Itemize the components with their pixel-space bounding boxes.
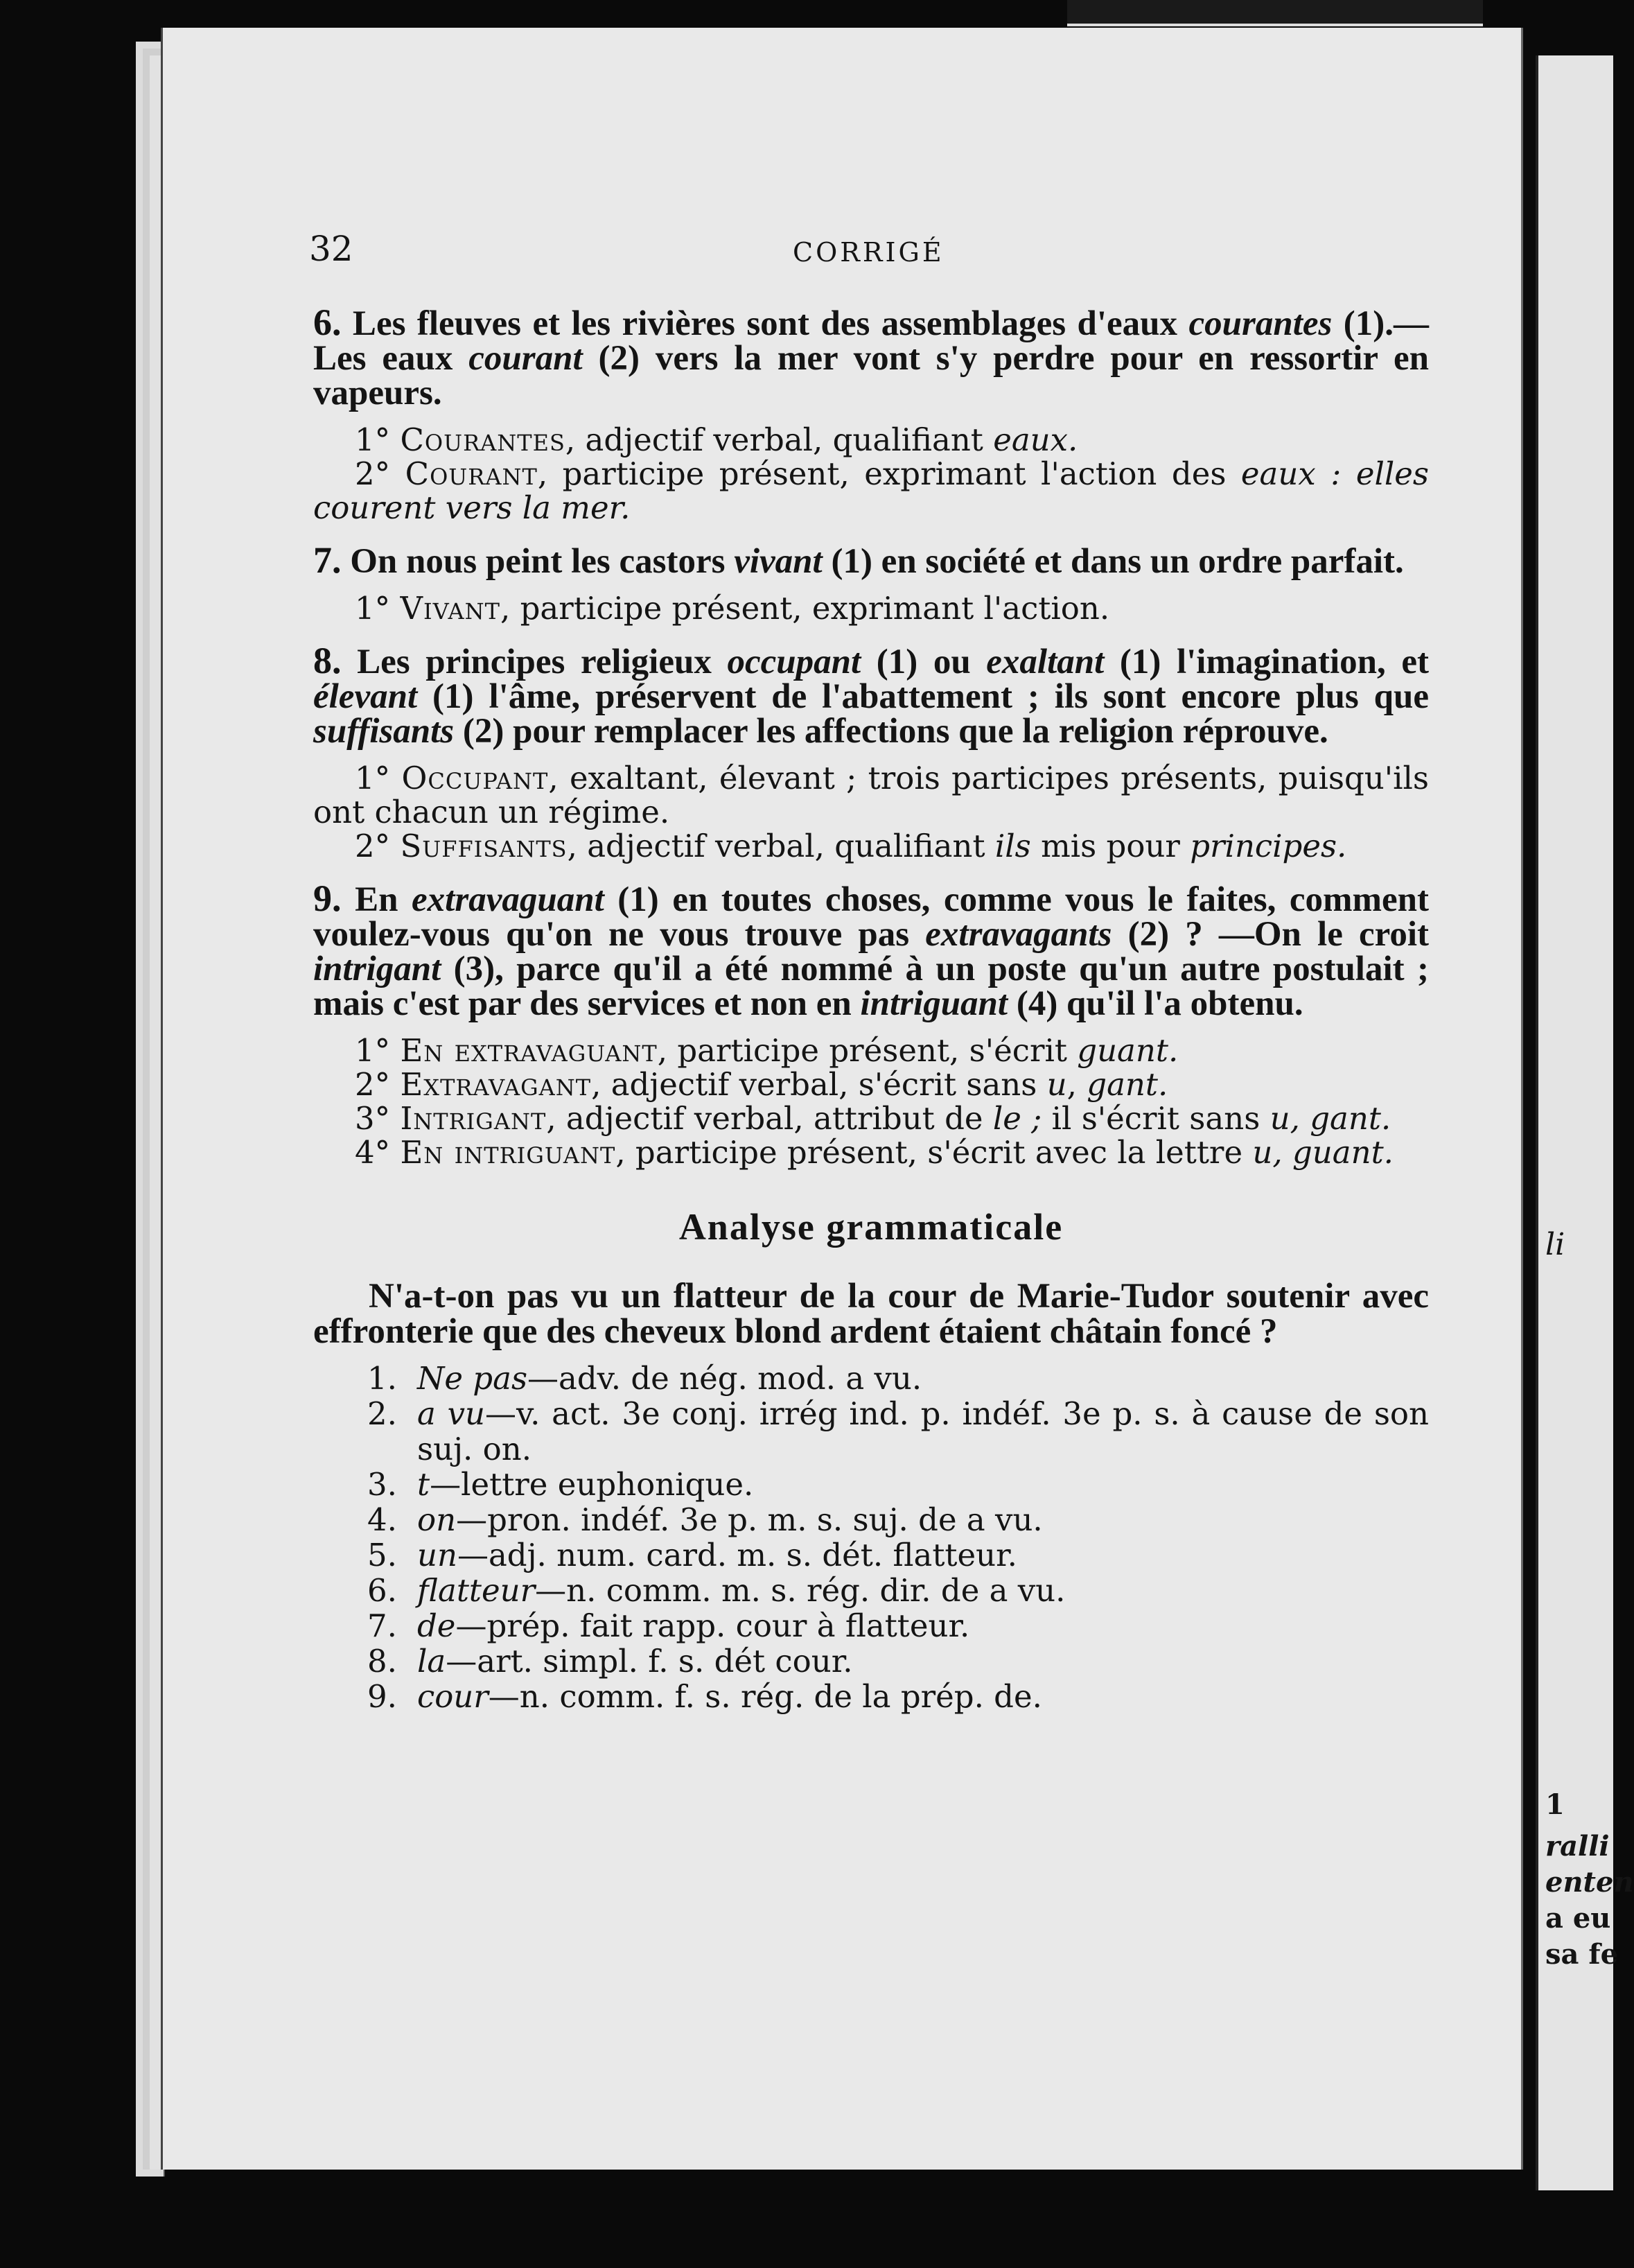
exercise-italic: vivant: [734, 542, 823, 581]
note: [313, 761, 1429, 829]
exercise-italic: courant: [468, 339, 583, 378]
exercise-6-notes: [313, 423, 1429, 525]
exercise-text: (1) l'imagination, et: [1104, 643, 1429, 681]
exercise-italic: courantes: [1188, 304, 1333, 343]
list-item: [313, 1396, 1429, 1467]
list-item: [313, 1361, 1429, 1396]
exercise-text: Les principes religieux: [341, 643, 728, 681]
exercise-italic: suffisants: [313, 712, 455, 751]
adjacent-page-fragment: sa fe: [1545, 1938, 1619, 1971]
adjacent-page-fragment: a eu: [1545, 1902, 1611, 1935]
exercise-text: En: [341, 880, 412, 919]
note-italic: gant.: [1087, 1066, 1168, 1103]
list-item: [313, 1537, 1429, 1573]
note-text: , participe présent, s'écrit avec la lettre: [615, 1134, 1253, 1171]
item-term: flatteur: [417, 1572, 536, 1609]
note-term: En extravaguant: [400, 1032, 658, 1069]
analysis-list: [313, 1361, 1429, 1714]
item-number: 9.: [367, 1678, 397, 1715]
item-term: a vu: [417, 1395, 486, 1432]
item-number: 5.: [367, 1537, 397, 1573]
note-italic: guant.: [1077, 1032, 1179, 1069]
exercise-text: (2) pour remplacer les affections que la religion réprouve.: [454, 712, 1328, 751]
note-text: ,: [1066, 1066, 1087, 1103]
item-definition: —adv. de nég. mod. a vu.: [527, 1360, 922, 1397]
item-term: on: [417, 1501, 457, 1538]
note-text: , adjectif verbal, qualifiant: [567, 828, 995, 864]
item-number: 8.: [367, 1643, 397, 1680]
list-item: [313, 1467, 1429, 1502]
note-number: 4°: [355, 1134, 391, 1171]
note: [313, 1101, 1429, 1135]
exercise-number: 9.: [313, 878, 342, 919]
exercise-9-notes: [313, 1033, 1429, 1169]
note-text: mis pour: [1030, 828, 1191, 864]
list-item: [313, 1643, 1429, 1679]
note-number: 2°: [355, 455, 391, 492]
note-number: 1°: [355, 421, 391, 458]
item-term: de: [417, 1607, 456, 1644]
note-text: , adjectif verbal, attribut de: [546, 1100, 993, 1137]
exercise-number: 6.: [313, 302, 342, 343]
note-term: Courantes: [400, 421, 565, 458]
exercise-8: [313, 640, 1429, 751]
exercise-text: (3), parce qu'il a été nommé à un poste qu'un autre postulait ; mais c'est par des services et non en: [313, 950, 1429, 1023]
note-text: , exaltant, élevant ; trois participes présents, puisqu'ils ont chacun un régime.: [313, 760, 1429, 830]
note-number: 3°: [355, 1100, 391, 1137]
scan-tape: [1067, 0, 1483, 26]
exercise-number: 8.: [313, 640, 342, 681]
note-number: 1°: [355, 590, 391, 627]
item-term: t: [417, 1466, 430, 1503]
item-term: Ne pas: [417, 1360, 528, 1397]
analysis-sentence: N'a-t-on pas vu un flatteur de la cour de Marie-Tudor soutenir avec effronterie que des cheveux blond ardent étaient châtain foncé ?: [313, 1277, 1429, 1351]
note-term: Vivant: [400, 590, 500, 627]
exercise-italic: extravagants: [925, 915, 1112, 954]
note-italic: le ;: [992, 1100, 1042, 1137]
exercise-text: (1) ou: [861, 643, 987, 681]
page-number: 32: [309, 229, 353, 269]
note-text: , participe présent, s'écrit: [657, 1032, 1078, 1069]
exercise-8-notes: [313, 761, 1429, 863]
note-number: 1°: [355, 1032, 391, 1069]
note: [313, 591, 1429, 625]
adjacent-page: [1536, 55, 1634, 2190]
note-number: 2°: [355, 828, 391, 864]
note-term: Extravagant: [400, 1066, 592, 1103]
item-term: la: [417, 1643, 446, 1680]
note: [313, 1135, 1429, 1169]
note-text: , adjectif verbal, s'écrit sans: [591, 1066, 1047, 1103]
exercise-text: On nous peint les castors: [341, 542, 735, 581]
item-definition: —adj. num. card. m. s. dét. flatteur.: [457, 1537, 1017, 1573]
note: [313, 457, 1429, 525]
note-text: il s'écrit sans: [1042, 1100, 1270, 1137]
note: [313, 829, 1429, 863]
exercise-italic: élevant: [313, 677, 418, 716]
exercise-text: (4) qu'il l'a obtenu.: [1008, 984, 1303, 1023]
item-definition: —v. act. 3e conj. irrég ind. p. indéf. 3e p. s. à cause de son suj. on.: [417, 1395, 1429, 1467]
exercise-italic: intriguant: [860, 984, 1008, 1023]
note-italic: principes.: [1190, 828, 1347, 864]
item-number: 2.: [367, 1395, 397, 1432]
note-number: 2°: [355, 1066, 391, 1103]
exercise-text: (1) en société et dans un ordre parfait.: [822, 542, 1404, 581]
exercise-text: (2) vers la mer vont s'y perdre pour en ressortir en vapeurs.: [313, 339, 1430, 412]
section-heading: Analyse grammaticale: [678, 1206, 1064, 1248]
note-italic: u: [1046, 1066, 1067, 1103]
page-header: [309, 229, 1439, 270]
item-definition: —prép. fait rapp. cour à flatteur.: [455, 1607, 970, 1644]
adjacent-page-fragment: li: [1545, 1227, 1565, 1262]
adjacent-page-fragment: enten: [1545, 1866, 1634, 1899]
page-body: [313, 302, 1430, 1715]
exercise-6: [313, 302, 1430, 412]
exercise-text: (2) ? —On le croit: [1112, 915, 1430, 954]
exercise-italic: occupant: [727, 643, 861, 681]
item-definition: —pron. indéf. 3e p. m. s. suj. de a vu.: [456, 1501, 1043, 1538]
item-definition: —n. comm. f. s. rég. de la prép. de.: [488, 1678, 1042, 1715]
item-number: 1.: [367, 1360, 397, 1397]
adjacent-page-fragment: ralli: [1545, 1830, 1610, 1863]
note-italic: eaux.: [993, 421, 1078, 458]
item-definition: —lettre euphonique.: [430, 1466, 754, 1503]
exercise-number: 7.: [313, 539, 342, 581]
item-number: 4.: [367, 1501, 397, 1538]
note-italic: ils: [994, 828, 1031, 864]
note-text: , adjectif verbal, qualifiant: [565, 421, 994, 458]
exercise-9: [313, 878, 1430, 1023]
item-term: cour: [417, 1678, 489, 1715]
exercise-italic: exaltant: [986, 643, 1105, 681]
exercise-7-notes: [313, 591, 1429, 625]
list-item: [313, 1608, 1429, 1643]
exercise-7: [313, 539, 1429, 581]
note-italic: u, gant.: [1270, 1100, 1391, 1137]
item-number: 7.: [367, 1607, 397, 1644]
note-italic: u, guant.: [1252, 1134, 1394, 1171]
exercise-text: (1).—Les eaux: [313, 304, 1430, 378]
item-number: 3.: [367, 1466, 397, 1503]
note: [313, 1067, 1429, 1101]
note-number: 1°: [355, 760, 391, 796]
note-term: En intriguant: [400, 1134, 616, 1171]
note-term: Suffisants: [400, 828, 568, 864]
exercise-text: Les fleuves et les rivières sont des assemblages d'eaux: [341, 304, 1189, 343]
exercise-text: (1) en toutes choses, comme vous le faites, comment voulez-vous qu'on ne vous trouve pas: [313, 880, 1429, 954]
note-term: Courant: [405, 455, 538, 492]
item-term: un: [417, 1537, 457, 1573]
note: [313, 423, 1429, 457]
note-term: Intrigant: [400, 1100, 547, 1137]
note-term: Occupant: [401, 760, 549, 796]
list-item: [313, 1679, 1429, 1714]
exercise-italic: extravaguant: [412, 880, 604, 919]
adjacent-page-fragment: 1: [1545, 1788, 1565, 1821]
running-head: CORRIGÉ: [793, 237, 945, 268]
note-text: , participe présent, exprimant l'action.: [500, 590, 1110, 627]
item-number: 6.: [367, 1572, 397, 1609]
item-definition: —art. simpl. f. s. dét cour.: [446, 1643, 853, 1680]
item-definition: —n. comm. m. s. rég. dir. de a vu.: [535, 1572, 1066, 1609]
note-italic: eaux : elles courent vers la mer.: [313, 455, 1429, 526]
list-item: [313, 1502, 1429, 1537]
note-text: , participe présent, exprimant l'action des: [537, 455, 1241, 492]
list-item: [313, 1573, 1429, 1608]
exercise-text: (1) l'âme, préservent de l'abattement ; ils sont encore plus que: [417, 677, 1429, 716]
note: [313, 1033, 1429, 1067]
exercise-italic: intrigant: [313, 950, 441, 988]
